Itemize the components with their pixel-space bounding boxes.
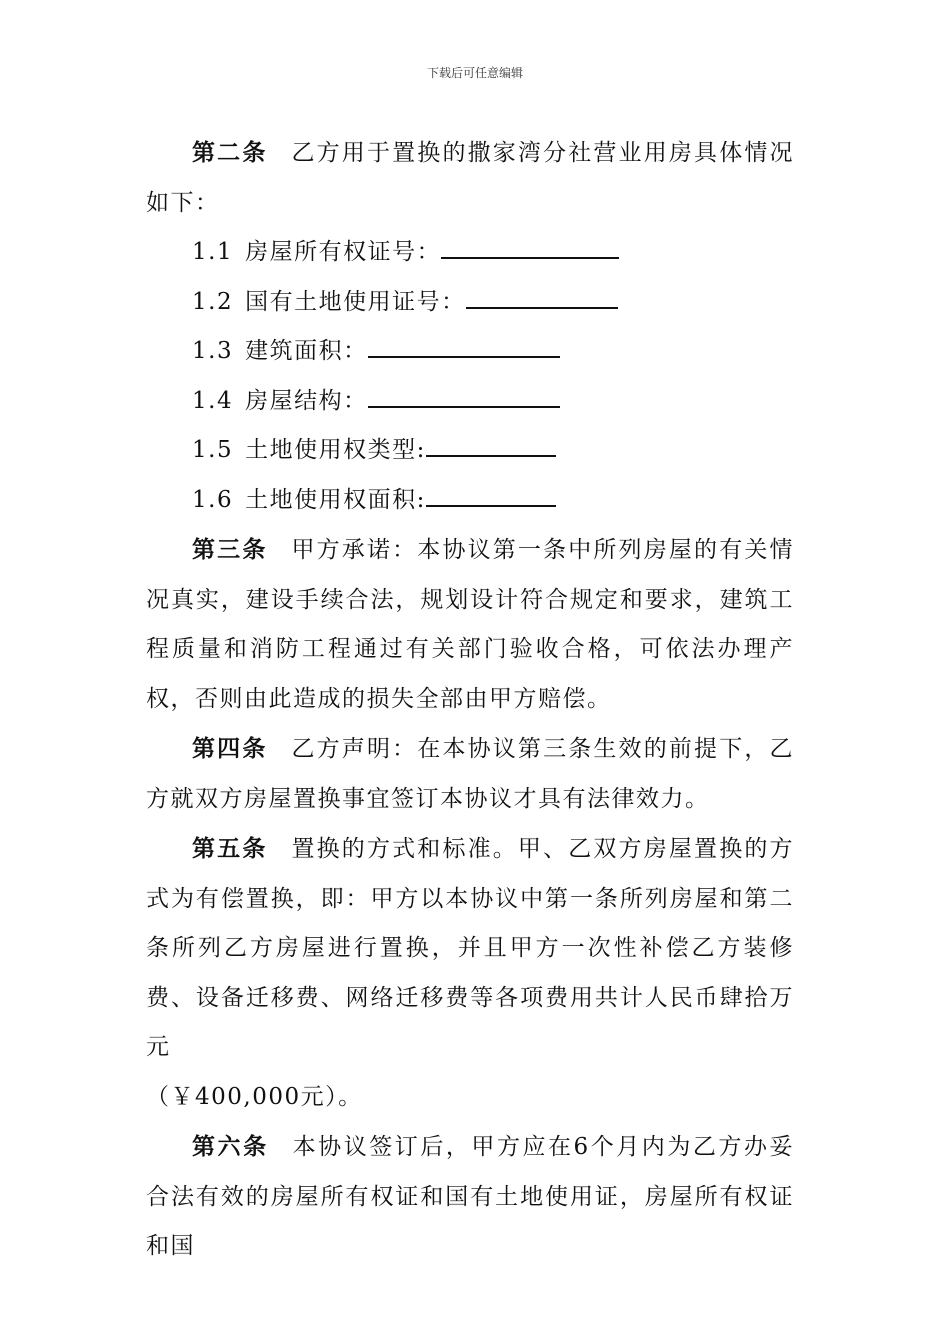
blank-line xyxy=(426,481,556,507)
item-number: 1.3 xyxy=(192,338,234,364)
item-1-5 xyxy=(146,426,794,476)
article-3-number: 第三条 xyxy=(192,536,268,563)
blank-line xyxy=(441,233,619,259)
article-6-number: 第六条 xyxy=(192,1133,269,1160)
blank-line xyxy=(466,283,618,309)
article-6 xyxy=(146,1122,794,1272)
article-5-amount: （￥400,000元）。 xyxy=(146,1083,363,1110)
item-label: 土地使用权面积: xyxy=(245,486,426,513)
item-number: 1.2 xyxy=(192,288,234,315)
item-number: 1.1 xyxy=(192,239,234,265)
article-2-number: 第二条 xyxy=(192,139,268,166)
item-number: 1.6 xyxy=(192,486,234,513)
item-1-1 xyxy=(146,228,794,278)
item-1-2 xyxy=(146,278,794,328)
article-4-text: 乙方声明：在本协议第三条生效的前提下，乙方就双方房屋置换事宜签订本协议才具有法律效力。 xyxy=(146,736,795,812)
item-label: 国有土地使用证号： xyxy=(245,288,466,315)
article-2-text: 乙方用于置换的撒家湾分社营业用房具体情况如下： xyxy=(146,140,795,216)
item-label: 土地使用权类型: xyxy=(245,437,426,463)
article-3-text: 甲方承诺：本协议第一条中所列房屋的有关情况真实，建设手续合法，规划设计符合规定和要求，建筑工程质量和消防工程通过有关部门验收合格，可依法办理产权，否则由此造成的损失全部由甲方赔偿。 xyxy=(146,537,795,712)
item-number: 1.5 xyxy=(192,437,234,463)
article-3 xyxy=(146,525,794,724)
item-number: 1.4 xyxy=(192,387,234,414)
article-5-number: 第五条 xyxy=(192,835,268,862)
item-1-4 xyxy=(146,377,794,427)
item-label: 房屋结构： xyxy=(245,387,368,414)
article-4 xyxy=(146,724,794,824)
blank-line xyxy=(426,431,556,457)
article-6-text: 本协议签订后，甲方应在6个月内为乙方办妥合法有效的房屋所有权证和国有土地使用证，房屋所有权证和国 xyxy=(146,1134,795,1259)
article-5 xyxy=(146,824,794,1073)
item-label: 建筑面积： xyxy=(245,338,368,364)
article-4-number: 第四条 xyxy=(192,735,268,762)
item-label: 房屋所有权证号： xyxy=(245,239,442,265)
article-5-amount-line xyxy=(146,1073,794,1123)
item-1-3 xyxy=(146,327,794,377)
blank-line xyxy=(368,382,560,408)
article-5-text: 置换的方式和标准。甲、乙双方房屋置换的方式为有偿置换，即：甲方以本协议中第一条所列房屋和第二条所列乙方房屋进行置换，并且甲方一次性补偿乙方装修费、设备迁移费、网络迁移费等各项费用共计人民币肆拾万元 xyxy=(146,836,795,1060)
header-note: 下载后可任意编辑 xyxy=(426,66,523,80)
article-2 xyxy=(146,128,794,228)
blank-line xyxy=(368,332,560,358)
item-1-6 xyxy=(146,476,794,526)
document-body xyxy=(146,128,794,1272)
